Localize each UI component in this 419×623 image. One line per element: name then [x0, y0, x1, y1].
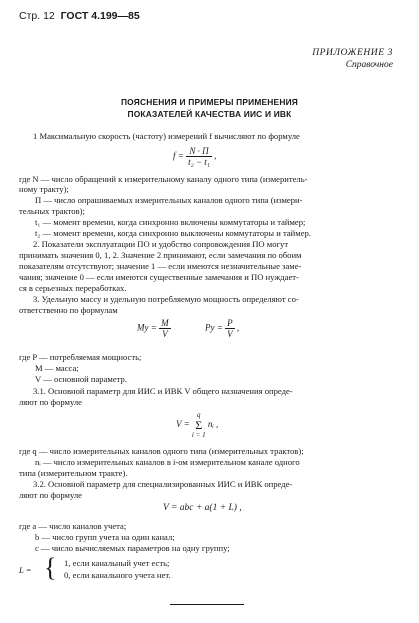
formula-sum-rhs: nᵢ , [207, 419, 219, 430]
paragraph-2-line-1: 2. Показатели эксплуатации ПО и удобство сопровождения ПО могут [33, 239, 289, 249]
where-line-2: ному тракту); [19, 184, 69, 194]
formula-specific-power [205, 318, 239, 339]
summation-upper-limit: q [197, 411, 201, 419]
formula-specific-power-denominator: V [227, 329, 233, 339]
formula-specific-power-lhs: Pу = [205, 322, 223, 333]
standard-code: ГОСТ 4.199—85 [60, 10, 140, 22]
where-line-15: c — число вычисляемых параметров на одну группу; [35, 543, 230, 553]
where-line-6: t₂ — момент времени, когда синхронно выключены коммутаторы и таймер. [35, 228, 311, 238]
where-line-10: где q — число измерительных каналов одного типа (измерительных трактов); [19, 446, 304, 456]
appendix-subtitle: Справочное [345, 60, 393, 70]
formula-sum-lhs: V = [176, 419, 190, 430]
where-line-1: где N — число обращений к измерительному каналу одного типа (измеритель- [19, 174, 308, 184]
where-line-7: где P — потребляемая мощность; [19, 352, 142, 362]
appendix-block [312, 47, 393, 71]
section-heading-line2: ПОКАЗАТЕЛЕЙ КАЧЕСТВА ИИС И ИВК [127, 109, 292, 119]
formula-frequency-fraction [186, 146, 212, 167]
summation-sign: Σ [195, 418, 203, 432]
section-heading-line1: ПОЯСНЕНИЯ И ПРИМЕРЫ ПРИМЕНЕНИЯ [120, 97, 299, 107]
end-rule [170, 604, 244, 605]
formula-specific-power-tail: , [236, 322, 240, 333]
formula-specialized-parameter: V = abc + a(1 + L) , [163, 503, 242, 513]
formula-specific-mass-numerator: M [161, 318, 169, 328]
where-line-3: П — число опрашиваемых измерительных каналов одного типа (измери- [35, 195, 303, 205]
paragraph-2-line-5: ся в серьезных переработках. [19, 283, 127, 293]
page-header [19, 10, 140, 22]
where-line-5: t₁ — момент времени, когда синхронно включены коммутаторы и таймер; [35, 217, 306, 227]
paragraph-2-line-3: показателям отсутствуют; значение 1 — если имеются незначительные заме- [19, 261, 302, 271]
left-brace-icon: { [44, 553, 57, 582]
piecewise-case-2: 0, если канального учета нет. [64, 570, 171, 580]
page-number: Стр. 12 [19, 10, 55, 22]
paragraph-3-1-line-1: 3.1. Основной параметр для ИИС и ИВК V общего назначения опреде- [33, 386, 293, 396]
paragraph-1: 1 Максимальную скорость (частоту) измерений f вычисляют по формуле [33, 131, 300, 141]
formula-main-parameter-sum [176, 411, 218, 439]
where-line-14: b — число групп учета на один канал; [35, 532, 175, 542]
formula-frequency [173, 146, 216, 167]
formula-frequency-denominator: t₂ − t₁ [188, 157, 210, 167]
paragraph-3-2-line-1: 3.2. Основной параметр для специализированных ИИС и ИВК опреде- [33, 479, 293, 489]
formula-specific-mass-lhs: Mу = [137, 322, 157, 333]
where-line-9: V — основной параметр. [35, 374, 127, 384]
summation-lower-limit: i = 1 [191, 431, 206, 439]
paragraph-2-line-4: чания; значение 0 — если имеются существенные замечания и ПО нуждает- [19, 272, 299, 282]
where-line-4: тельных трактов); [19, 206, 85, 216]
formula-specific-power-numerator: P [227, 318, 233, 328]
paragraph-3-line-2: ответственно по формулам [19, 305, 118, 315]
formula-frequency-lhs: f = [173, 150, 184, 161]
formula-specific-mass-denominator: V [162, 329, 168, 339]
formula-frequency-tail: , [214, 150, 217, 161]
where-line-13: где a — число каналов учета; [19, 521, 127, 531]
piecewise-case-1: 1, если канальный учет есть; [64, 558, 170, 568]
paragraph-3-line-1: 3. Удельную массу и удельную потребляемую мощность определяют со- [33, 294, 299, 304]
formula-frequency-numerator: N · П [186, 146, 212, 157]
where-line-11: nᵢ — число измерительных каналов в i-ом измерительном канале одного [35, 457, 300, 467]
paragraph-2-line-2: принимать значения 0, 1, 2. Значение 2 принимают, если замечания по обоим [19, 250, 302, 260]
paragraph-3-1-line-2: ляют по формуле [19, 397, 82, 407]
formula-specific-mass-fraction [159, 318, 171, 339]
where-line-8: M — масса; [35, 363, 79, 373]
appendix-title: ПРИЛОЖЕНИЕ 3 [312, 48, 393, 58]
formula-specific-power-fraction [225, 318, 235, 339]
formula-specific-mass [137, 318, 171, 339]
piecewise-lhs: L = [19, 565, 32, 575]
paragraph-3-2-line-2: ляют по формуле [19, 490, 82, 500]
where-line-12: типа (измерительном тракте). [19, 468, 128, 478]
summation [192, 411, 206, 439]
